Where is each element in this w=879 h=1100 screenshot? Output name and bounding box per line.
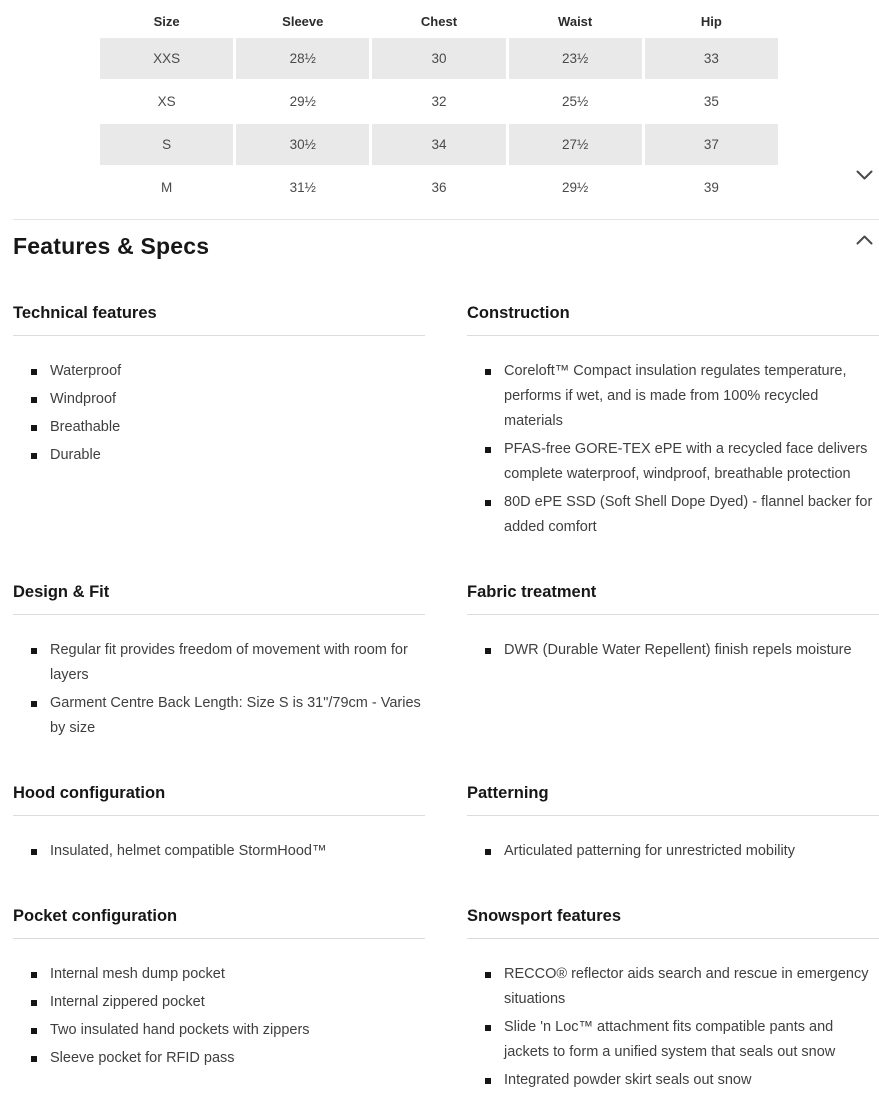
size-chart-cell: 36	[372, 167, 505, 208]
size-chart-cell: XXS	[100, 38, 233, 79]
spec-list	[13, 962, 425, 1071]
spec-section-title: Technical features	[13, 304, 157, 322]
spec-section-divider	[467, 815, 879, 816]
size-chart-cell: XS	[100, 81, 233, 122]
spec-section	[13, 304, 425, 471]
spec-section-title: Snowsport features	[467, 907, 622, 925]
size-chart-cell: 39	[645, 167, 778, 208]
spec-list-item: Internal zippered pocket	[31, 990, 425, 1015]
spec-list	[467, 359, 879, 540]
size-chart-column-header: Sleeve	[282, 13, 324, 29]
spec-list-item: Sleeve pocket for RFID pass	[31, 1046, 425, 1071]
features-specs-header	[0, 220, 879, 260]
size-chart-column-header: Size	[153, 13, 180, 29]
size-chart-cell: 34	[372, 124, 505, 165]
spec-section	[13, 583, 425, 744]
spec-list-item: Articulated patterning for unrestricted mobility	[485, 839, 879, 864]
spec-section	[467, 304, 879, 543]
spec-list-item: Coreloft™ Compact insulation regulates temperature, performs if wet, and is made from 100% recycled materials	[485, 359, 879, 434]
size-chart-cell: 30½	[236, 124, 369, 165]
size-chart-section	[0, 0, 879, 210]
size-chart-header-row	[100, 6, 778, 36]
spec-list-item: DWR (Durable Water Repellent) finish repels moisture	[485, 638, 879, 663]
size-chart-cell: 29½	[236, 81, 369, 122]
size-chart-expand-button[interactable]	[854, 168, 875, 183]
spec-section	[13, 907, 425, 1074]
spec-list-item: Integrated powder skirt seals out snow	[485, 1068, 879, 1093]
size-chart-table	[97, 4, 781, 210]
spec-section-divider	[13, 938, 425, 939]
spec-list-item: Breathable	[31, 415, 425, 440]
spec-list-item: Durable	[31, 443, 425, 468]
spec-section-divider	[467, 614, 879, 615]
spec-section-title: Fabric treatment	[467, 583, 597, 601]
size-chart-cell: 31½	[236, 167, 369, 208]
spec-section-divider	[13, 614, 425, 615]
spec-section-divider	[467, 335, 879, 336]
chevron-down-icon	[856, 170, 873, 181]
features-specs-collapse-button[interactable]	[854, 232, 875, 247]
spec-list-item: Slide 'n Loc™ attachment fits compatible pants and jackets to form a unified system that seals out snow	[485, 1015, 879, 1065]
spec-list	[13, 839, 425, 864]
features-specs-title: Features & Specs	[13, 233, 210, 259]
spec-section-title: Hood configuration	[13, 784, 166, 802]
size-chart-cell: 33	[645, 38, 778, 79]
spec-list-item: Two insulated hand pockets with zippers	[31, 1018, 425, 1043]
size-chart-row	[100, 167, 778, 208]
spec-list-item: Waterproof	[31, 359, 425, 384]
spec-section-divider	[13, 815, 425, 816]
size-chart-cell: 35	[645, 81, 778, 122]
chevron-up-icon	[856, 234, 873, 245]
spec-section-title: Pocket configuration	[13, 907, 178, 925]
spec-list	[467, 962, 879, 1093]
spec-list	[467, 638, 879, 663]
spec-section	[13, 784, 425, 867]
spec-list-item: RECCO® reflector aids search and rescue in emergency situations	[485, 962, 879, 1012]
size-chart-cell: 32	[372, 81, 505, 122]
size-chart-column-header: Chest	[420, 13, 458, 29]
spec-list-item: Garment Centre Back Length: Size S is 31"/79cm - Varies by size	[31, 691, 425, 741]
spec-section-divider	[467, 938, 879, 939]
size-chart-cell: 30	[372, 38, 505, 79]
spec-list-item: PFAS-free GORE-TEX ePE with a recycled face delivers complete waterproof, windproof, breathable protection	[485, 437, 879, 487]
size-chart-column-header: Waist	[558, 13, 593, 29]
size-chart-cell: M	[100, 167, 233, 208]
spec-section	[467, 583, 879, 666]
spec-list-item: Insulated, helmet compatible StormHood™	[31, 839, 425, 864]
size-chart-cell: 25½	[509, 81, 642, 122]
spec-section-divider	[13, 335, 425, 336]
size-chart-cell: 27½	[509, 124, 642, 165]
size-chart-row	[100, 38, 778, 79]
size-chart-column-header: Hip	[700, 13, 722, 29]
size-chart-cell: 28½	[236, 38, 369, 79]
size-chart-cell: 37	[645, 124, 778, 165]
spec-section-title: Design & Fit	[13, 583, 110, 601]
spec-section	[467, 907, 879, 1096]
size-chart-cell: 23½	[509, 38, 642, 79]
spec-list-item: Windproof	[31, 387, 425, 412]
spec-list	[467, 839, 879, 864]
size-chart-cell: S	[100, 124, 233, 165]
spec-list	[13, 638, 425, 741]
spec-section-title: Patterning	[467, 784, 549, 802]
features-grid	[0, 260, 879, 1096]
spec-list-item: Internal mesh dump pocket	[31, 962, 425, 987]
spec-list-item: Regular fit provides freedom of movement with room for layers	[31, 638, 425, 688]
spec-section	[467, 784, 879, 867]
size-chart-cell: 29½	[509, 167, 642, 208]
spec-list	[13, 359, 425, 468]
size-chart-row	[100, 124, 778, 165]
spec-list-item: 80D ePE SSD (Soft Shell Dope Dyed) - flannel backer for added comfort	[485, 490, 879, 540]
size-chart-body	[100, 38, 778, 208]
size-chart-row	[100, 81, 778, 122]
size-chart-head	[100, 6, 778, 36]
spec-section-title: Construction	[467, 304, 570, 322]
